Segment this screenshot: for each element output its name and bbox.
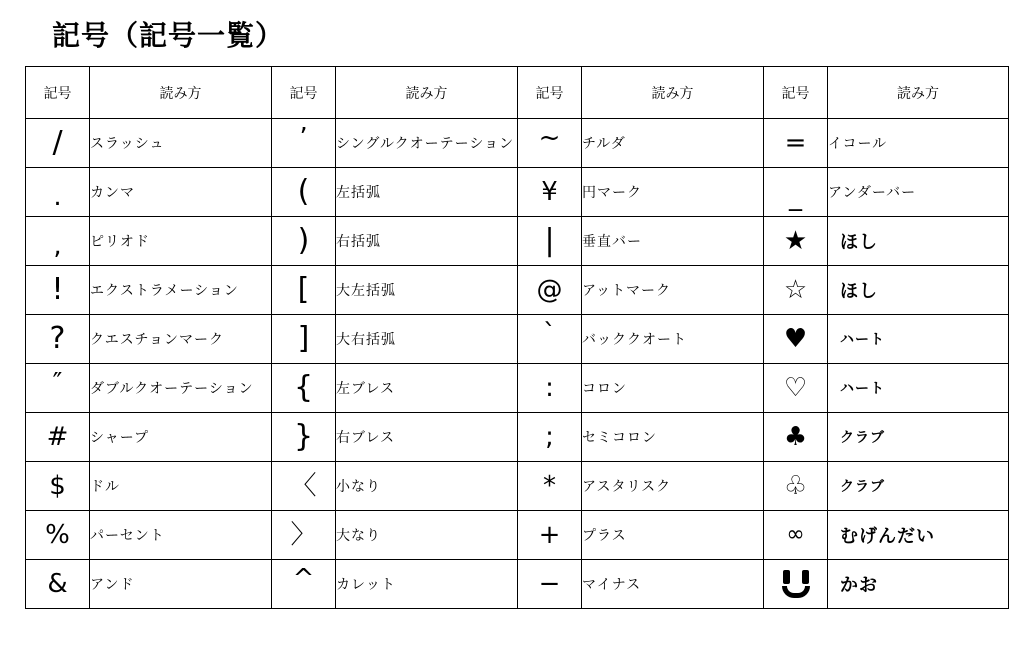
symbol-cell: ″ [26,364,90,413]
symbol-table [25,66,1009,609]
smiley-mouth [782,586,810,598]
symbol-cell: ☆ [764,266,828,315]
reading-cell: 右括弧 [336,217,518,266]
smiley-cell [764,560,828,609]
reading-cell: シャープ [90,413,272,462]
reading-cell: アンダーバー [828,168,1009,217]
reading-cell: アスタリスク [582,462,764,511]
reading-cell: チルダ [582,119,764,168]
table-row [26,168,1009,217]
table-row [26,462,1009,511]
table-row [26,119,1009,168]
reading-cell: クエスチョンマーク [90,315,272,364]
header-reading: 読み方 [582,67,764,119]
reading-cell: ハート [828,315,1009,364]
smiley-eye-right [802,570,809,584]
symbol-cell: ¥ [518,168,582,217]
symbol-cell: @ [518,266,582,315]
reading-cell: シングルクオーテーション [336,119,518,168]
table-row [26,266,1009,315]
symbol-cell: $ [26,462,90,511]
symbol-cell: ) [272,217,336,266]
symbol-cell: ( [272,168,336,217]
reading-cell: セミコロン [582,413,764,462]
reading-cell: アットマーク [582,266,764,315]
symbol-cell: + [518,511,582,560]
symbol-cell: ♧ [764,462,828,511]
reading-cell: カレット [336,560,518,609]
symbol-cell: = [764,119,828,168]
symbol-cell: : [518,364,582,413]
header-symbol: 記号 [272,67,336,119]
symbol-cell: ♥ [764,315,828,364]
symbol-cell: | [518,217,582,266]
symbol-cell: . [26,168,90,217]
table-row [26,315,1009,364]
reading-cell: スラッシュ [90,119,272,168]
symbol-cell: ] [272,315,336,364]
symbol-cell: − [518,560,582,609]
reading-cell: バッククオート [582,315,764,364]
header-symbol: 記号 [764,67,828,119]
table-row [26,560,1009,609]
reading-cell: 大右括弧 [336,315,518,364]
symbol-cell: % [26,511,90,560]
reading-cell: 左ブレス [336,364,518,413]
symbol-cell: ; [518,413,582,462]
reading-cell: ダブルクオーテーション [90,364,272,413]
reading-cell: ほし [828,266,1009,315]
reading-cell: ピリオド [90,217,272,266]
reading-cell: 大左括弧 [336,266,518,315]
symbol-cell: ` [518,315,582,364]
symbol-cell: [ [272,266,336,315]
symbol-cell: ★ [764,217,828,266]
reading-cell: 小なり [336,462,518,511]
table-header-row [26,67,1009,119]
reading-cell: ほし [828,217,1009,266]
symbol-cell: , [26,217,90,266]
reading-cell: イコール [828,119,1009,168]
header-reading: 読み方 [828,67,1009,119]
symbol-cell: & [26,560,90,609]
symbol-cell: ’ [272,119,336,168]
reading-cell: プラス [582,511,764,560]
reading-cell: カンマ [90,168,272,217]
reading-cell: ドル [90,462,272,511]
reading-cell: 垂直バー [582,217,764,266]
table-row [26,217,1009,266]
smiley-face-icon [779,567,813,601]
header-reading: 読み方 [90,67,272,119]
reading-cell: むげんだい [828,511,1009,560]
symbol-cell: ^ [272,560,336,609]
symbol-cell: { [272,364,336,413]
reading-cell: クラブ [828,462,1009,511]
reading-cell: 左括弧 [336,168,518,217]
symbol-cell: ! [26,266,90,315]
reading-cell: アンド [90,560,272,609]
reading-cell: かお [828,560,1009,609]
symbol-cell: _ [764,168,828,217]
header-symbol: 記号 [26,67,90,119]
symbol-cell: ♣ [764,413,828,462]
symbol-cell: # [26,413,90,462]
reading-cell: 大なり [336,511,518,560]
page-title: 記号（記号一覧） [52,19,285,52]
symbol-cell: ~ [518,119,582,168]
reading-cell: コロン [582,364,764,413]
symbol-cell: } [272,413,336,462]
smiley-eye-left [783,570,790,584]
symbol-cell: ∞ [764,511,828,560]
table-row [26,364,1009,413]
reading-cell: ハート [828,364,1009,413]
symbol-cell: * [518,462,582,511]
reading-cell: パーセント [90,511,272,560]
symbol-cell: / [26,119,90,168]
header-symbol: 記号 [518,67,582,119]
table-row [26,511,1009,560]
symbol-cell: ♡ [764,364,828,413]
symbol-cell: 〈 [272,462,336,511]
reading-cell: 右ブレス [336,413,518,462]
reading-cell: クラブ [828,413,1009,462]
reading-cell: マイナス [582,560,764,609]
symbol-cell: 〉 [272,511,336,560]
reading-cell: エクストラメーション [90,266,272,315]
table-row [26,413,1009,462]
reading-cell: 円マーク [582,168,764,217]
symbol-cell: ? [26,315,90,364]
header-reading: 読み方 [336,67,518,119]
